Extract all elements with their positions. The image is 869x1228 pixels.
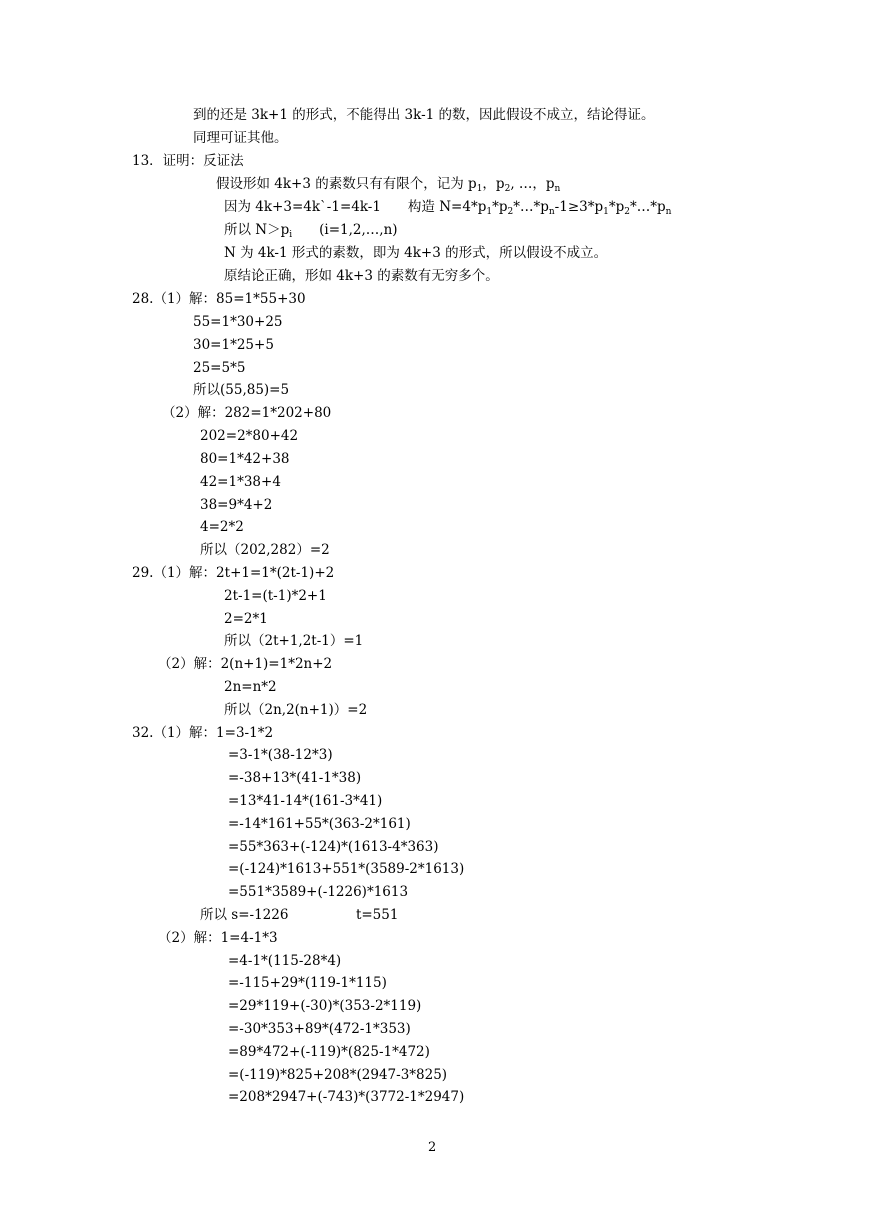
text-line: =208*2947+(-743)*(3772-1*2947) — [228, 1089, 465, 1105]
text-line: =-115+29*(119-1*115) — [228, 975, 387, 991]
text-line: 80=1*42+38 — [200, 451, 290, 467]
text-line: 32.（1）解：1=3-1*2 — [132, 725, 274, 741]
text-line: 所以（2t+1,2t-1）=1 — [224, 633, 364, 649]
text-line: 到的还是 3k+1 的形式，不能得出 3k-1 的数，因此假设不成立，结论得证。 — [193, 107, 655, 123]
text-line: 所以（2n,2(n+1)）=2 — [224, 702, 368, 718]
text-line: （2）解：2(n+1)=1*2n+2 — [158, 656, 333, 672]
text-line: 202=2*80+42 — [200, 428, 299, 444]
text-line: 2=2*1 — [224, 611, 268, 627]
text-line: 所以 $N>p_i$ (i=1,2,…,n) — [224, 222, 398, 240]
text-line: 所以 s=-1226 t=551 — [200, 907, 399, 923]
text-line: 42=1*38+4 — [200, 474, 281, 490]
text-line: =55*363+(-124)*(1613-4*363) — [228, 839, 439, 855]
text-line: 38=9*4+2 — [200, 497, 273, 513]
text-line: =29*119+(-30)*(353-2*119) — [228, 998, 422, 1014]
text-line: =89*472+(-119)*(825-1*472) — [228, 1044, 430, 1060]
text-line: 55=1*30+25 — [193, 314, 283, 330]
text-line: 13．证明：反证法 — [132, 153, 244, 169]
text-line: 原结论正确，形如 4k+3 的素数有无穷多个。 — [224, 268, 499, 284]
text-line: 所以（202,282）=2 — [200, 542, 330, 558]
text-line: 4=2*2 — [200, 519, 244, 535]
text-line: （2）解：282=1*202+80 — [162, 405, 332, 421]
text-line: N 为 4k-1 形式的素数，即为 4k+3 的形式，所以假设不成立。 — [224, 245, 608, 261]
text-line: =551*3589+(-1226)*1613 — [228, 884, 409, 900]
text-line: 25=5*5 — [193, 360, 246, 376]
text-line: =-14*161+55*(363-2*161) — [228, 816, 411, 832]
text-line: =-38+13*(41-1*38) — [228, 770, 362, 786]
page-number: 2 — [428, 1140, 437, 1155]
text-line: 因为 4k+3=4k`-1=4k-1 构造 $N=4*p_1*p_2*\dots*p_n-1\ge 3*p_1*p_2*\dots*p_n$ — [224, 199, 672, 217]
text-line: 所以(55,85)=5 — [193, 382, 290, 398]
text-line: 2t-1=(t-1)*2+1 — [224, 588, 327, 604]
text-line: 假设形如 4k+3 的素数只有有限个，记为 $p_1$，$p_2$, …，$p_n$ — [216, 176, 561, 194]
text-line: 30=1*25+5 — [193, 337, 274, 353]
text-line: =4-1*(115-28*4) — [228, 953, 342, 969]
text-line: 28.（1）解：85=1*55+30 — [132, 291, 306, 307]
text-line: =(-124)*1613+551*(3589-2*1613) — [228, 861, 465, 877]
text-line: （2）解：1=4-1*3 — [158, 930, 278, 946]
text-line: =3-1*(38-12*3) — [228, 747, 333, 763]
text-line: 29.（1）解：2t+1=1*(2t-1)+2 — [132, 565, 335, 581]
text-line: =-30*353+89*(472-1*353) — [228, 1021, 411, 1037]
text-line: =(-119)*825+208*(2947-3*825) — [228, 1067, 448, 1083]
text-line: =13*41-14*(161-3*41) — [228, 793, 383, 809]
text-line: 2n=n*2 — [224, 679, 277, 695]
text-line: 同理可证其他。 — [193, 130, 288, 146]
